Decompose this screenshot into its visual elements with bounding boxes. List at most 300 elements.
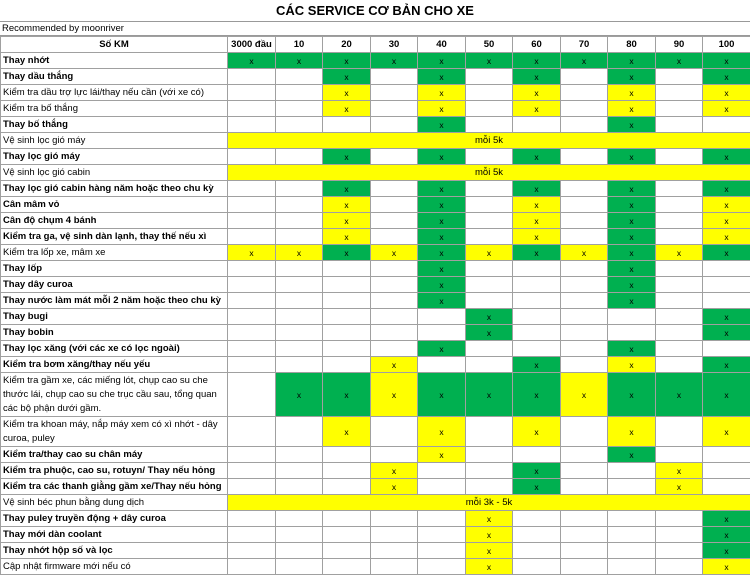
service-mark: x (371, 53, 418, 69)
empty-cell (323, 261, 371, 277)
empty-cell (371, 117, 418, 133)
empty-cell (703, 479, 750, 495)
header-col: 50 (466, 37, 513, 53)
empty-cell (703, 277, 750, 293)
row-label: Cập nhật firmware mới nếu có (1, 559, 228, 575)
empty-cell (228, 559, 276, 575)
service-mark: x (608, 69, 656, 85)
service-mark: x (418, 53, 466, 69)
service-mark: x (323, 197, 371, 213)
service-mark: x (703, 309, 750, 325)
empty-cell (656, 261, 703, 277)
empty-cell (371, 341, 418, 357)
service-mark: x (418, 101, 466, 117)
table-row (1, 181, 750, 197)
table-row (1, 245, 750, 261)
row-label: Kiểm tra ga, vệ sinh dàn lạnh, thay thế nếu xì (1, 229, 228, 245)
empty-cell (466, 69, 513, 85)
empty-cell (276, 117, 323, 133)
empty-cell (703, 293, 750, 309)
row-label: Thay nhớt (1, 53, 228, 69)
service-mark: x (466, 53, 513, 69)
interval-note: mỗi 5k (228, 133, 750, 149)
service-mark: x (418, 181, 466, 197)
service-mark: x (466, 325, 513, 341)
empty-cell (513, 543, 561, 559)
service-mark: x (371, 245, 418, 261)
empty-cell (561, 229, 608, 245)
empty-cell (418, 543, 466, 559)
empty-cell (561, 261, 608, 277)
service-mark: x (466, 527, 513, 543)
empty-cell (276, 341, 323, 357)
service-mark: x (656, 53, 703, 69)
empty-cell (371, 277, 418, 293)
header-row (1, 37, 750, 53)
row-label: Thay dầu thắng (1, 69, 228, 85)
service-mark: x (656, 479, 703, 495)
service-mark: x (418, 417, 466, 447)
empty-cell (228, 213, 276, 229)
table-row (1, 417, 750, 447)
service-mark: x (513, 229, 561, 245)
empty-cell (228, 527, 276, 543)
service-mark: x (466, 543, 513, 559)
empty-cell (561, 527, 608, 543)
empty-cell (323, 277, 371, 293)
empty-cell (276, 479, 323, 495)
empty-cell (561, 325, 608, 341)
empty-cell (608, 479, 656, 495)
row-label: Thay lọc xăng (với các xe có lọc ngoài) (1, 341, 228, 357)
row-label: Thay bố thắng (1, 117, 228, 133)
row-label: Cân độ chụm 4 bánh (1, 213, 228, 229)
empty-cell (323, 117, 371, 133)
empty-cell (323, 463, 371, 479)
row-label: Kiểm tra/thay cao su chân máy (1, 447, 228, 463)
table-row (1, 277, 750, 293)
service-mark: x (418, 373, 466, 417)
service-mark: x (228, 245, 276, 261)
table-row (1, 133, 750, 149)
service-mark: x (276, 245, 323, 261)
service-mark: x (371, 479, 418, 495)
empty-cell (418, 527, 466, 543)
empty-cell (276, 149, 323, 165)
empty-cell (466, 417, 513, 447)
empty-cell (561, 85, 608, 101)
empty-cell (276, 527, 323, 543)
empty-cell (561, 357, 608, 373)
empty-cell (323, 543, 371, 559)
interval-note: mỗi 3k - 5k (228, 495, 750, 511)
empty-cell (228, 229, 276, 245)
empty-cell (418, 309, 466, 325)
empty-cell (276, 101, 323, 117)
empty-cell (323, 341, 371, 357)
empty-cell (228, 543, 276, 559)
empty-cell (561, 479, 608, 495)
service-mark: x (656, 373, 703, 417)
service-mark: x (703, 511, 750, 527)
empty-cell (228, 463, 276, 479)
empty-cell (466, 213, 513, 229)
row-label: Kiểm tra khoan máy, nắp máy xem có xì nhớt - dây curoa, puley (1, 417, 228, 447)
row-label: Thay puley truyền động + dây curoa (1, 511, 228, 527)
row-label: Kiểm tra bố thắng (1, 101, 228, 117)
service-mark: x (703, 213, 750, 229)
empty-cell (656, 277, 703, 293)
service-mark: x (371, 357, 418, 373)
empty-cell (513, 117, 561, 133)
service-mark: x (608, 197, 656, 213)
service-mark: x (466, 309, 513, 325)
empty-cell (418, 479, 466, 495)
header-col: 20 (323, 37, 371, 53)
empty-cell (228, 447, 276, 463)
empty-cell (276, 417, 323, 447)
table-row (1, 85, 750, 101)
empty-cell (703, 261, 750, 277)
table-row (1, 213, 750, 229)
empty-cell (561, 101, 608, 117)
empty-cell (656, 447, 703, 463)
service-mark: x (418, 117, 466, 133)
service-mark: x (513, 357, 561, 373)
table-row (1, 495, 750, 511)
service-mark: x (703, 373, 750, 417)
service-mark: x (513, 69, 561, 85)
empty-cell (513, 447, 561, 463)
service-mark: x (418, 69, 466, 85)
service-mark: x (703, 53, 750, 69)
empty-cell (228, 309, 276, 325)
table-row (1, 197, 750, 213)
empty-cell (466, 261, 513, 277)
service-mark: x (513, 197, 561, 213)
service-mark: x (561, 245, 608, 261)
table-row (1, 101, 750, 117)
service-mark: x (418, 197, 466, 213)
service-mark: x (418, 245, 466, 261)
table-row (1, 69, 750, 85)
service-mark: x (513, 181, 561, 197)
empty-cell (276, 357, 323, 373)
empty-cell (513, 325, 561, 341)
table-row (1, 165, 750, 181)
subtitle: Recommended by moonriver (0, 22, 750, 36)
service-mark: x (513, 463, 561, 479)
empty-cell (323, 357, 371, 373)
service-mark: x (418, 85, 466, 101)
empty-cell (228, 325, 276, 341)
header-km: Số KM (1, 37, 228, 53)
empty-cell (608, 309, 656, 325)
empty-cell (323, 559, 371, 575)
empty-cell (656, 527, 703, 543)
empty-cell (656, 559, 703, 575)
empty-cell (466, 85, 513, 101)
empty-cell (466, 197, 513, 213)
empty-cell (371, 447, 418, 463)
interval-note: mỗi 5k (228, 165, 750, 181)
service-mark: x (703, 559, 750, 575)
empty-cell (276, 543, 323, 559)
empty-cell (656, 511, 703, 527)
service-mark: x (513, 245, 561, 261)
table-row (1, 53, 750, 69)
row-label: Thay dây curoa (1, 277, 228, 293)
empty-cell (703, 341, 750, 357)
row-label: Vệ sinh lọc gió máy (1, 133, 228, 149)
service-mark: x (703, 527, 750, 543)
empty-cell (561, 69, 608, 85)
empty-cell (703, 463, 750, 479)
row-label: Kiểm tra các thanh giằng gầm xe/Thay nếu hỏng (1, 479, 228, 495)
empty-cell (608, 511, 656, 527)
service-mark: x (703, 149, 750, 165)
empty-cell (228, 277, 276, 293)
service-mark: x (323, 417, 371, 447)
empty-cell (276, 277, 323, 293)
service-mark: x (608, 229, 656, 245)
empty-cell (323, 309, 371, 325)
empty-cell (703, 117, 750, 133)
empty-cell (228, 357, 276, 373)
service-mark: x (466, 559, 513, 575)
service-mark: x (608, 417, 656, 447)
empty-cell (466, 447, 513, 463)
empty-cell (371, 213, 418, 229)
empty-cell (608, 543, 656, 559)
empty-cell (466, 117, 513, 133)
empty-cell (276, 511, 323, 527)
empty-cell (418, 463, 466, 479)
empty-cell (276, 85, 323, 101)
table-row (1, 341, 750, 357)
empty-cell (418, 357, 466, 373)
row-label: Kiểm tra gầm xe, các miếng lót, chụp cao su che thước lái, chụp cao su che trục cầu sau, tổng quan các bộ phận dưới gầm. (1, 373, 228, 417)
service-mark: x (703, 181, 750, 197)
empty-cell (561, 309, 608, 325)
service-table (0, 36, 750, 575)
row-label: Kiểm tra dầu trợ lực lái/thay nếu cần (với xe có) (1, 85, 228, 101)
empty-cell (561, 277, 608, 293)
empty-cell (371, 261, 418, 277)
empty-cell (276, 213, 323, 229)
empty-cell (466, 101, 513, 117)
service-mark: x (608, 245, 656, 261)
header-col: 80 (608, 37, 656, 53)
service-mark: x (466, 511, 513, 527)
empty-cell (513, 261, 561, 277)
empty-cell (418, 325, 466, 341)
empty-cell (561, 181, 608, 197)
empty-cell (656, 229, 703, 245)
empty-cell (323, 527, 371, 543)
empty-cell (561, 463, 608, 479)
service-mark: x (608, 293, 656, 309)
empty-cell (513, 309, 561, 325)
service-mark: x (466, 373, 513, 417)
service-mark: x (513, 53, 561, 69)
empty-cell (228, 149, 276, 165)
empty-cell (371, 559, 418, 575)
empty-cell (466, 149, 513, 165)
empty-cell (561, 543, 608, 559)
empty-cell (371, 149, 418, 165)
service-mark: x (418, 293, 466, 309)
table-row (1, 149, 750, 165)
row-label: Thay bobin (1, 325, 228, 341)
service-mark: x (608, 213, 656, 229)
service-mark: x (703, 197, 750, 213)
empty-cell (276, 309, 323, 325)
empty-cell (228, 341, 276, 357)
service-mark: x (323, 229, 371, 245)
empty-cell (466, 463, 513, 479)
empty-cell (656, 101, 703, 117)
service-mark: x (513, 373, 561, 417)
empty-cell (561, 341, 608, 357)
empty-cell (371, 309, 418, 325)
service-mark: x (608, 181, 656, 197)
empty-cell (656, 117, 703, 133)
table-row (1, 447, 750, 463)
service-mark: x (323, 53, 371, 69)
service-mark: x (656, 245, 703, 261)
table-row (1, 543, 750, 559)
empty-cell (276, 325, 323, 341)
service-mark: x (703, 245, 750, 261)
row-label: Thay lốp (1, 261, 228, 277)
table-row (1, 373, 750, 417)
empty-cell (561, 149, 608, 165)
empty-cell (561, 293, 608, 309)
empty-cell (323, 479, 371, 495)
table-row (1, 559, 750, 575)
empty-cell (513, 277, 561, 293)
service-mark: x (371, 463, 418, 479)
row-label: Kiểm tra bơm xăng/thay nếu yếu (1, 357, 228, 373)
empty-cell (656, 325, 703, 341)
row-label: Thay lọc gió máy (1, 149, 228, 165)
service-mark: x (703, 85, 750, 101)
empty-cell (228, 373, 276, 417)
empty-cell (371, 511, 418, 527)
row-label: Cân mâm vỏ (1, 197, 228, 213)
empty-cell (228, 181, 276, 197)
empty-cell (418, 511, 466, 527)
service-mark: x (608, 261, 656, 277)
service-mark: x (418, 277, 466, 293)
service-mark: x (371, 373, 418, 417)
empty-cell (371, 197, 418, 213)
service-mark: x (228, 53, 276, 69)
service-mark: x (608, 117, 656, 133)
empty-cell (371, 181, 418, 197)
service-mark: x (323, 181, 371, 197)
empty-cell (561, 447, 608, 463)
header-col: 100 (703, 37, 750, 53)
empty-cell (228, 293, 276, 309)
empty-cell (418, 559, 466, 575)
header-col: 90 (656, 37, 703, 53)
empty-cell (656, 309, 703, 325)
service-mark: x (703, 101, 750, 117)
empty-cell (228, 117, 276, 133)
service-mark: x (703, 229, 750, 245)
table-row (1, 479, 750, 495)
header-col: 10 (276, 37, 323, 53)
empty-cell (371, 543, 418, 559)
empty-cell (466, 181, 513, 197)
service-mark: x (608, 149, 656, 165)
service-mark: x (323, 213, 371, 229)
empty-cell (228, 479, 276, 495)
service-mark: x (513, 149, 561, 165)
service-mark: x (608, 373, 656, 417)
empty-cell (703, 447, 750, 463)
table-row (1, 511, 750, 527)
empty-cell (466, 341, 513, 357)
service-mark: x (513, 101, 561, 117)
row-label: Vệ sinh lọc gió cabin (1, 165, 228, 181)
empty-cell (561, 213, 608, 229)
service-mark: x (703, 543, 750, 559)
empty-cell (466, 229, 513, 245)
empty-cell (513, 559, 561, 575)
empty-cell (323, 511, 371, 527)
empty-cell (371, 85, 418, 101)
empty-cell (656, 357, 703, 373)
empty-cell (276, 229, 323, 245)
empty-cell (276, 69, 323, 85)
table-row (1, 229, 750, 245)
empty-cell (561, 559, 608, 575)
empty-cell (276, 447, 323, 463)
table-row (1, 117, 750, 133)
empty-cell (656, 181, 703, 197)
empty-cell (608, 463, 656, 479)
service-mark: x (561, 373, 608, 417)
row-label: Thay lọc gió cabin hàng năm hoặc theo chu kỳ (1, 181, 228, 197)
service-mark: x (513, 213, 561, 229)
row-label: Kiểm tra phuộc, cao su, rotuyn/ Thay nếu hỏng (1, 463, 228, 479)
empty-cell (466, 357, 513, 373)
empty-cell (513, 341, 561, 357)
empty-cell (513, 293, 561, 309)
empty-cell (656, 417, 703, 447)
service-mark: x (608, 447, 656, 463)
empty-cell (608, 527, 656, 543)
header-col: 70 (561, 37, 608, 53)
empty-cell (656, 341, 703, 357)
empty-cell (323, 293, 371, 309)
empty-cell (608, 325, 656, 341)
empty-cell (466, 293, 513, 309)
empty-cell (228, 261, 276, 277)
service-mark: x (703, 357, 750, 373)
empty-cell (561, 511, 608, 527)
service-mark: x (513, 479, 561, 495)
service-mark: x (608, 277, 656, 293)
header-col: 30 (371, 37, 418, 53)
service-mark: x (656, 463, 703, 479)
service-mark: x (418, 447, 466, 463)
service-mark: x (418, 229, 466, 245)
service-mark: x (466, 245, 513, 261)
